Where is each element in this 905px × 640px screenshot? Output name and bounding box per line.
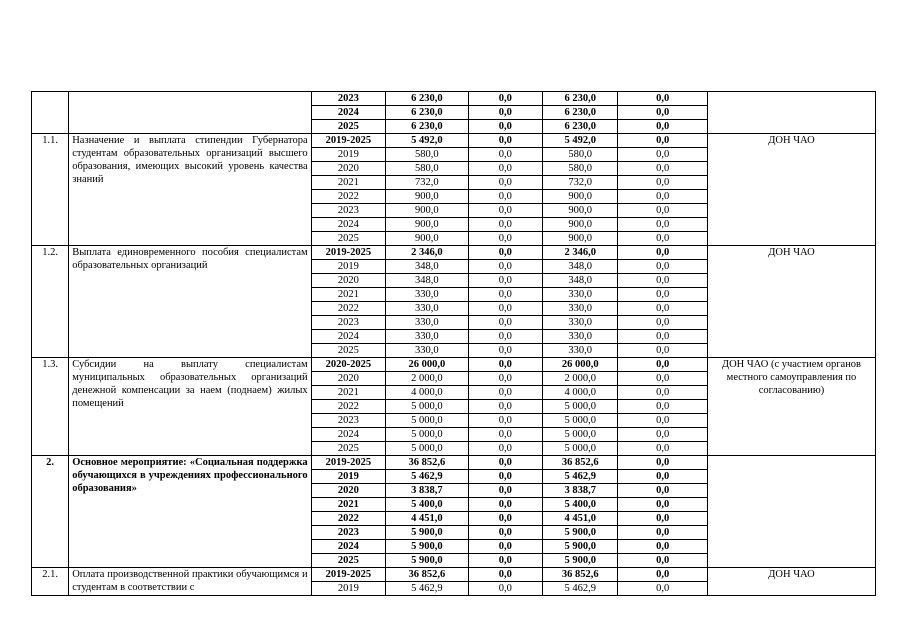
year-cell: 2019-2025: [311, 456, 385, 470]
table-row: [32, 134, 876, 148]
federal-cell: 0,0: [468, 540, 542, 554]
total-cell: 5 462,9: [386, 582, 468, 596]
total-cell: 330,0: [386, 288, 468, 302]
regional-cell: 5 000,0: [543, 442, 618, 456]
regional-cell: 900,0: [543, 232, 618, 246]
total-cell: 6 230,0: [386, 92, 468, 106]
regional-cell: 580,0: [543, 148, 618, 162]
federal-cell: 0,0: [468, 190, 542, 204]
year-cell: 2024: [311, 106, 385, 120]
municipal-cell: 0,0: [618, 246, 708, 260]
total-cell: 4 451,0: [386, 512, 468, 526]
year-cell: 2023: [311, 414, 385, 428]
federal-cell: 0,0: [468, 344, 542, 358]
year-cell: 2020: [311, 162, 385, 176]
municipal-cell: 0,0: [618, 120, 708, 134]
total-cell: 900,0: [386, 190, 468, 204]
item-name: Основное мероприятие: «Социальная поддержка обучающихся в учреждениях профессионального образования»: [69, 456, 311, 568]
year-cell: 2019: [311, 470, 385, 484]
total-cell: 5 400,0: [386, 498, 468, 512]
federal-cell: 0,0: [468, 358, 542, 372]
total-cell: 6 230,0: [386, 106, 468, 120]
regional-cell: 5 000,0: [543, 414, 618, 428]
regional-cell: 580,0: [543, 162, 618, 176]
total-cell: 36 852,6: [386, 456, 468, 470]
year-cell: 2024: [311, 330, 385, 344]
federal-cell: 0,0: [468, 134, 542, 148]
municipal-cell: 0,0: [618, 498, 708, 512]
regional-cell: 36 852,6: [543, 568, 618, 582]
regional-cell: 900,0: [543, 204, 618, 218]
executor: ДОН ЧАО (с участием органов местного самоуправления по согласованию): [707, 358, 875, 456]
municipal-cell: 0,0: [618, 344, 708, 358]
total-cell: 5 000,0: [386, 428, 468, 442]
federal-cell: 0,0: [468, 246, 542, 260]
federal-cell: 0,0: [468, 330, 542, 344]
total-cell: 330,0: [386, 302, 468, 316]
municipal-cell: 0,0: [618, 288, 708, 302]
regional-cell: 26 000,0: [543, 358, 618, 372]
table-row: [32, 92, 876, 106]
total-cell: 330,0: [386, 344, 468, 358]
year-cell: 2022: [311, 512, 385, 526]
year-cell: 2019: [311, 582, 385, 596]
regional-cell: 732,0: [543, 176, 618, 190]
federal-cell: 0,0: [468, 372, 542, 386]
table-row: [32, 568, 876, 582]
executor: [707, 92, 875, 134]
total-cell: 5 900,0: [386, 526, 468, 540]
regional-cell: 6 230,0: [543, 120, 618, 134]
regional-cell: 348,0: [543, 260, 618, 274]
federal-cell: 0,0: [468, 470, 542, 484]
year-cell: 2021: [311, 386, 385, 400]
municipal-cell: 0,0: [618, 204, 708, 218]
regional-cell: 2 000,0: [543, 372, 618, 386]
total-cell: 580,0: [386, 148, 468, 162]
total-cell: 5 900,0: [386, 540, 468, 554]
total-cell: 900,0: [386, 232, 468, 246]
year-cell: 2020: [311, 484, 385, 498]
regional-cell: 5 900,0: [543, 554, 618, 568]
year-cell: 2025: [311, 554, 385, 568]
executor: ДОН ЧАО: [707, 568, 875, 596]
regional-cell: 348,0: [543, 274, 618, 288]
regional-cell: 5 462,9: [543, 470, 618, 484]
municipal-cell: 0,0: [618, 92, 708, 106]
federal-cell: 0,0: [468, 386, 542, 400]
regional-cell: 5 000,0: [543, 400, 618, 414]
federal-cell: 0,0: [468, 456, 542, 470]
item-name: Оплата производственной практики обучающимся и студентам в соответствии с: [69, 568, 311, 596]
total-cell: 2 346,0: [386, 246, 468, 260]
federal-cell: 0,0: [468, 554, 542, 568]
municipal-cell: 0,0: [618, 358, 708, 372]
regional-cell: 4 451,0: [543, 512, 618, 526]
year-cell: 2022: [311, 400, 385, 414]
federal-cell: 0,0: [468, 316, 542, 330]
item-number: 1.1.: [32, 134, 69, 246]
year-cell: 2023: [311, 526, 385, 540]
regional-cell: 5 492,0: [543, 134, 618, 148]
year-cell: 2025: [311, 344, 385, 358]
year-cell: 2020: [311, 372, 385, 386]
municipal-cell: 0,0: [618, 414, 708, 428]
municipal-cell: 0,0: [618, 456, 708, 470]
regional-cell: 330,0: [543, 302, 618, 316]
federal-cell: 0,0: [468, 176, 542, 190]
total-cell: 4 000,0: [386, 386, 468, 400]
item-number: 2.1.: [32, 568, 69, 596]
municipal-cell: 0,0: [618, 554, 708, 568]
federal-cell: 0,0: [468, 92, 542, 106]
regional-cell: 36 852,6: [543, 456, 618, 470]
regional-cell: 5 400,0: [543, 498, 618, 512]
municipal-cell: 0,0: [618, 442, 708, 456]
federal-cell: 0,0: [468, 274, 542, 288]
regional-cell: 3 838,7: [543, 484, 618, 498]
year-cell: 2020-2025: [311, 358, 385, 372]
municipal-cell: 0,0: [618, 274, 708, 288]
federal-cell: 0,0: [468, 260, 542, 274]
regional-cell: 5 462,9: [543, 582, 618, 596]
municipal-cell: 0,0: [618, 540, 708, 554]
year-cell: 2025: [311, 120, 385, 134]
total-cell: 3 838,7: [386, 484, 468, 498]
executor: ДОН ЧАО: [707, 134, 875, 246]
total-cell: 348,0: [386, 260, 468, 274]
federal-cell: 0,0: [468, 232, 542, 246]
municipal-cell: 0,0: [618, 568, 708, 582]
total-cell: 900,0: [386, 218, 468, 232]
municipal-cell: 0,0: [618, 232, 708, 246]
federal-cell: 0,0: [468, 162, 542, 176]
total-cell: 6 230,0: [386, 120, 468, 134]
item-name: Выплата единовременного пособия специалистам образовательных организаций: [69, 246, 311, 358]
federal-cell: 0,0: [468, 582, 542, 596]
federal-cell: 0,0: [468, 442, 542, 456]
item-number: 1.3.: [32, 358, 69, 456]
year-cell: 2022: [311, 190, 385, 204]
item-name: Назначение и выплата стипендии Губернатора студентам образовательных организаций высшего образования, имеющих высокий уровень качества знаний: [69, 134, 311, 246]
item-number: 1.2.: [32, 246, 69, 358]
table-row: [32, 456, 876, 470]
federal-cell: 0,0: [468, 428, 542, 442]
municipal-cell: 0,0: [618, 400, 708, 414]
total-cell: 5 462,9: [386, 470, 468, 484]
municipal-cell: 0,0: [618, 330, 708, 344]
federal-cell: 0,0: [468, 498, 542, 512]
executor: [707, 456, 875, 568]
total-cell: 2 000,0: [386, 372, 468, 386]
year-cell: 2023: [311, 316, 385, 330]
year-cell: 2019-2025: [311, 134, 385, 148]
federal-cell: 0,0: [468, 414, 542, 428]
item-number: [32, 92, 69, 134]
total-cell: 5 000,0: [386, 400, 468, 414]
regional-cell: 900,0: [543, 190, 618, 204]
year-cell: 2024: [311, 540, 385, 554]
year-cell: 2024: [311, 218, 385, 232]
municipal-cell: 0,0: [618, 582, 708, 596]
municipal-cell: 0,0: [618, 526, 708, 540]
year-cell: 2023: [311, 92, 385, 106]
municipal-cell: 0,0: [618, 512, 708, 526]
federal-cell: 0,0: [468, 106, 542, 120]
year-cell: 2024: [311, 428, 385, 442]
total-cell: 5 000,0: [386, 414, 468, 428]
executor: ДОН ЧАО: [707, 246, 875, 358]
municipal-cell: 0,0: [618, 260, 708, 274]
year-cell: 2021: [311, 498, 385, 512]
table-row: [32, 246, 876, 260]
regional-cell: 330,0: [543, 316, 618, 330]
federal-cell: 0,0: [468, 218, 542, 232]
federal-cell: 0,0: [468, 288, 542, 302]
regional-cell: 330,0: [543, 330, 618, 344]
federal-cell: 0,0: [468, 484, 542, 498]
total-cell: 330,0: [386, 316, 468, 330]
budget-table: [31, 91, 876, 596]
total-cell: 5 492,0: [386, 134, 468, 148]
total-cell: 330,0: [386, 330, 468, 344]
total-cell: 580,0: [386, 162, 468, 176]
municipal-cell: 0,0: [618, 302, 708, 316]
total-cell: 900,0: [386, 204, 468, 218]
federal-cell: 0,0: [468, 302, 542, 316]
federal-cell: 0,0: [468, 526, 542, 540]
year-cell: 2023: [311, 204, 385, 218]
municipal-cell: 0,0: [618, 428, 708, 442]
municipal-cell: 0,0: [618, 218, 708, 232]
federal-cell: 0,0: [468, 512, 542, 526]
federal-cell: 0,0: [468, 568, 542, 582]
total-cell: 348,0: [386, 274, 468, 288]
regional-cell: 900,0: [543, 218, 618, 232]
municipal-cell: 0,0: [618, 162, 708, 176]
item-name: [69, 92, 311, 134]
year-cell: 2020: [311, 274, 385, 288]
regional-cell: 4 000,0: [543, 386, 618, 400]
regional-cell: 5 900,0: [543, 540, 618, 554]
regional-cell: 330,0: [543, 288, 618, 302]
regional-cell: 330,0: [543, 344, 618, 358]
municipal-cell: 0,0: [618, 190, 708, 204]
year-cell: 2025: [311, 232, 385, 246]
table-row: [32, 358, 876, 372]
federal-cell: 0,0: [468, 148, 542, 162]
regional-cell: 2 346,0: [543, 246, 618, 260]
regional-cell: 5 900,0: [543, 526, 618, 540]
municipal-cell: 0,0: [618, 470, 708, 484]
municipal-cell: 0,0: [618, 484, 708, 498]
item-number: 2.: [32, 456, 69, 568]
municipal-cell: 0,0: [618, 372, 708, 386]
federal-cell: 0,0: [468, 204, 542, 218]
year-cell: 2025: [311, 442, 385, 456]
year-cell: 2019-2025: [311, 246, 385, 260]
regional-cell: 6 230,0: [543, 92, 618, 106]
year-cell: 2019-2025: [311, 568, 385, 582]
municipal-cell: 0,0: [618, 316, 708, 330]
municipal-cell: 0,0: [618, 386, 708, 400]
year-cell: 2022: [311, 302, 385, 316]
year-cell: 2021: [311, 288, 385, 302]
year-cell: 2019: [311, 148, 385, 162]
municipal-cell: 0,0: [618, 134, 708, 148]
total-cell: 732,0: [386, 176, 468, 190]
municipal-cell: 0,0: [618, 176, 708, 190]
year-cell: 2021: [311, 176, 385, 190]
item-name: Субсидии на выплату специалистам муниципальных образовательных организаций денежной компенсации за наем (поднаем) жилых помещений: [69, 358, 311, 456]
federal-cell: 0,0: [468, 400, 542, 414]
municipal-cell: 0,0: [618, 148, 708, 162]
total-cell: 5 000,0: [386, 442, 468, 456]
federal-cell: 0,0: [468, 120, 542, 134]
year-cell: 2019: [311, 260, 385, 274]
total-cell: 26 000,0: [386, 358, 468, 372]
regional-cell: 6 230,0: [543, 106, 618, 120]
total-cell: 36 852,6: [386, 568, 468, 582]
municipal-cell: 0,0: [618, 106, 708, 120]
total-cell: 5 900,0: [386, 554, 468, 568]
regional-cell: 5 000,0: [543, 428, 618, 442]
